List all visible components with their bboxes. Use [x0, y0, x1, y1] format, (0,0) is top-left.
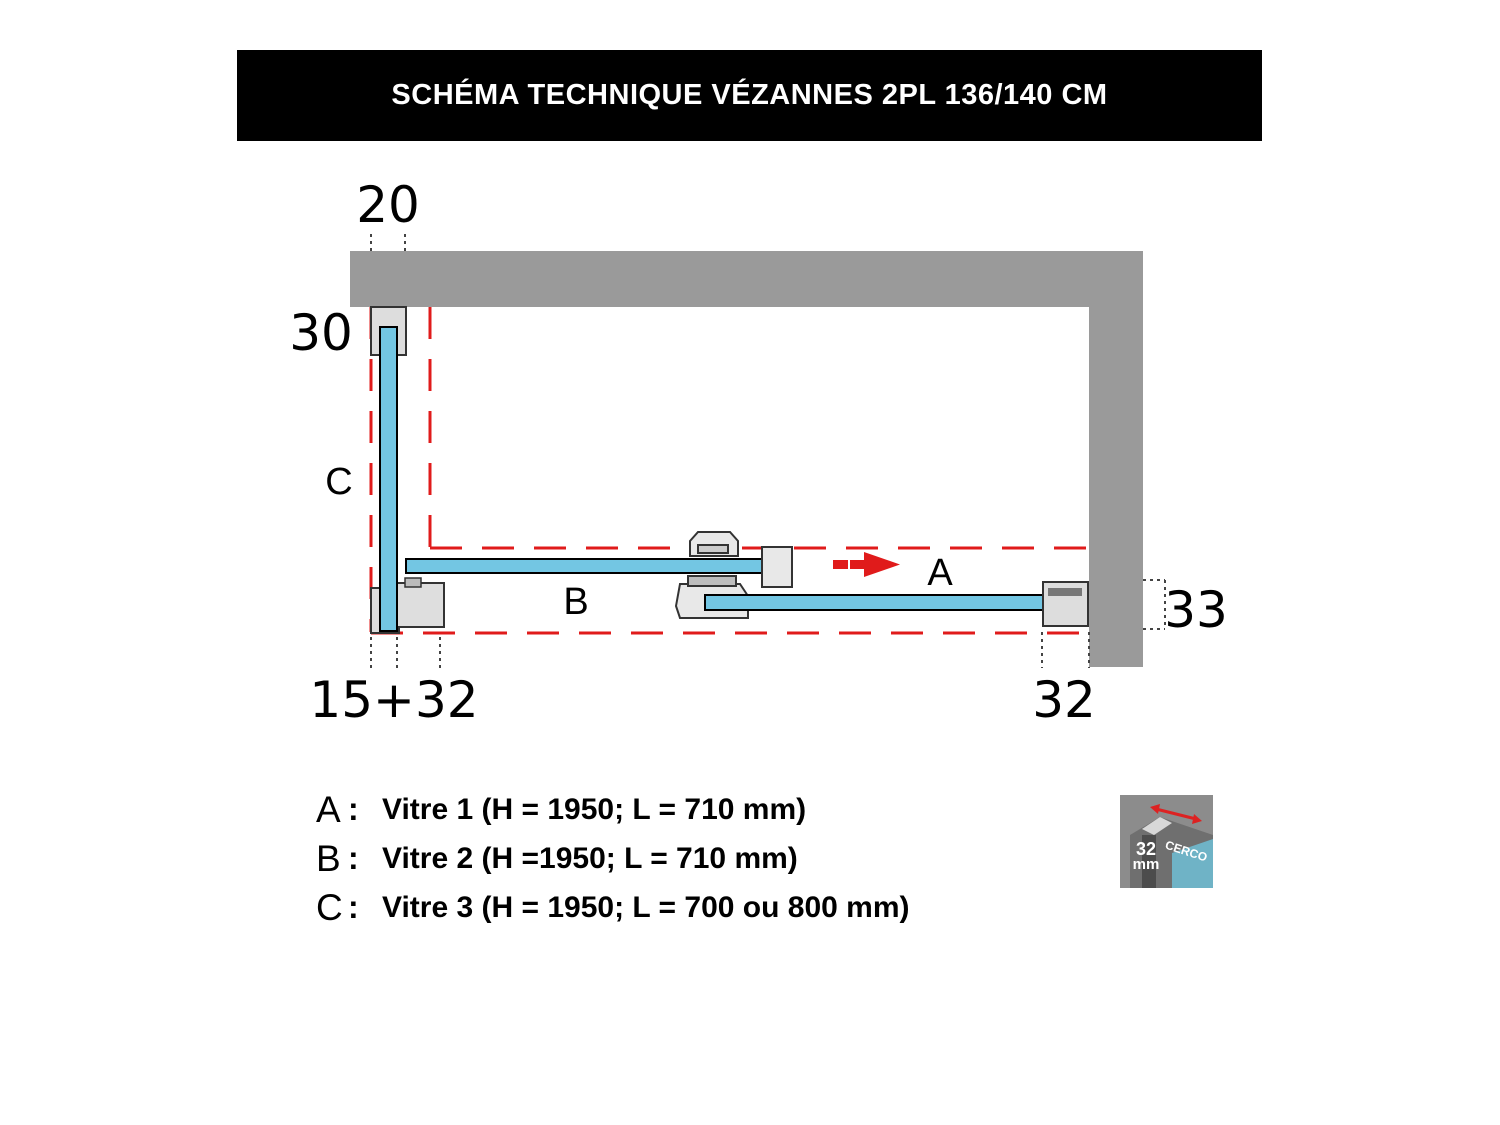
dimension-right: 33 [1164, 581, 1228, 639]
dimension-bottom-right: 32 [1032, 671, 1096, 729]
legend [316, 785, 910, 932]
badge-unit: mm [1132, 856, 1160, 873]
legend-row-b [316, 834, 910, 883]
legend-letter: C [316, 886, 343, 928]
wall-profile-right-slot [1048, 588, 1082, 596]
glass-panel-c [380, 327, 397, 631]
legend-text: Vitre 3 (H = 1950; L = 700 ou 800 mm) [382, 890, 910, 924]
legend-colon: : [348, 889, 359, 925]
page-title: SCHÉMA TECHNIQUE VÉZANNES 2PL 136/140 CM [391, 79, 1108, 111]
dimension-bottom-left: 15+32 [309, 671, 479, 729]
badge-value: 32 [1135, 839, 1157, 859]
dimension-top: 20 [356, 176, 420, 234]
legend-colon: : [348, 791, 359, 827]
corner-fixing-block [397, 583, 444, 627]
legend-row-c [316, 883, 910, 932]
panel-label-b: B [563, 581, 589, 623]
legend-text: Vitre 1 (H = 1950; L = 710 mm) [382, 792, 807, 826]
glass-panel-b [406, 559, 784, 573]
glass-panel-a [705, 595, 1082, 610]
corner-fixing-clip [405, 578, 421, 587]
profile-badge-icon [1120, 795, 1213, 888]
panel-label-c: C [325, 461, 353, 503]
badge-label: CERCO [1163, 837, 1210, 865]
legend-row-a [316, 785, 910, 834]
legend-letter: A [316, 788, 341, 830]
legend-text: Vitre 2 (H =1950; L = 710 mm) [382, 841, 798, 875]
right-wall [1089, 251, 1143, 667]
legend-letter: B [316, 837, 341, 879]
opening-arrow-icon [833, 552, 900, 577]
dimension-left: 30 [289, 304, 353, 362]
top-wall [350, 251, 1143, 307]
legend-colon: : [348, 840, 359, 876]
panel-label-a: A [927, 552, 953, 594]
